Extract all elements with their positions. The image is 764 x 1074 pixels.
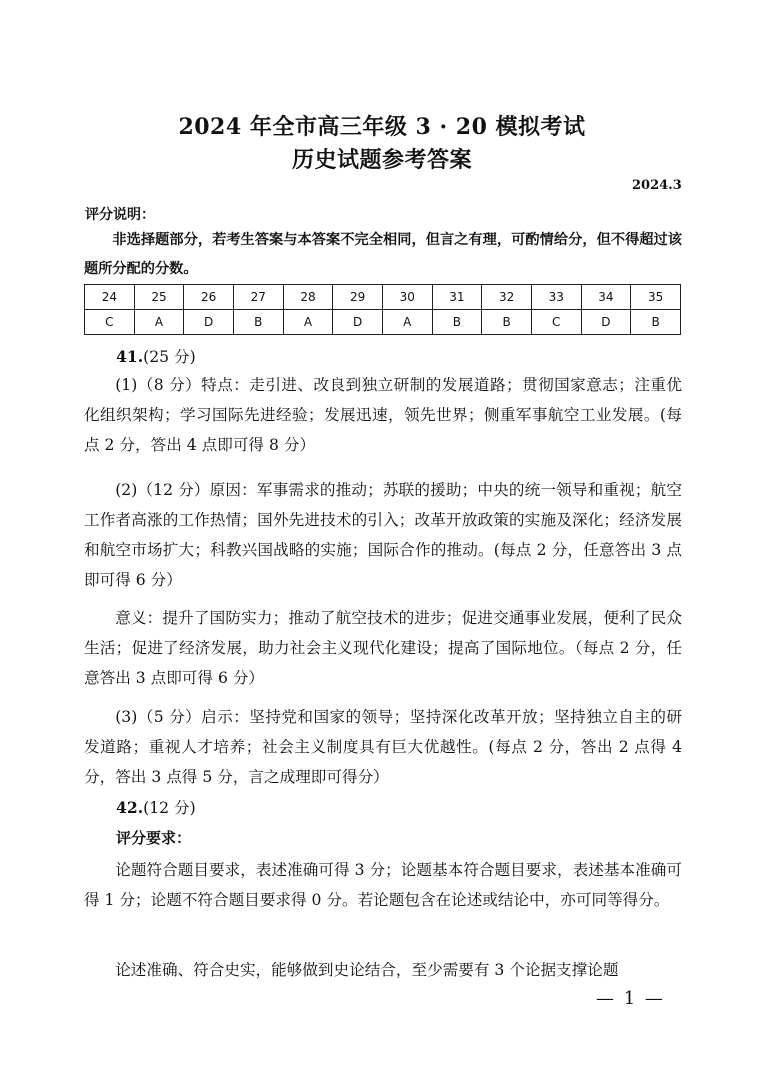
- q41-score: (25 分): [143, 348, 196, 366]
- question-number-cell: 31: [432, 285, 482, 310]
- q42-requirements-heading: 评分要求：: [116, 829, 192, 847]
- question-number-cell: 27: [233, 285, 283, 310]
- question-number-cell: 29: [333, 285, 383, 310]
- q41-part3: (3)（5 分）启示：坚持党和国家的领导；坚持深化改革开放；坚持独立自主的研发道路；重视人才培养；社会主义制度具有巨大优越性。(每点 2 分，答出 2 点得 4 分，答出 3 点得 5 分，言之成理即可得分）: [84, 708, 682, 786]
- answer-cell: D: [581, 310, 631, 335]
- q42-score: (12 分): [143, 799, 196, 817]
- q41-heading: [116, 345, 196, 367]
- answer-table: [84, 284, 681, 335]
- answer-cell: B: [631, 310, 681, 335]
- question-number-cell: 26: [184, 285, 234, 310]
- exam-title: 2024 年全市高三年级 3 · 20 模拟考试: [178, 114, 586, 140]
- q41-label: 41.: [116, 347, 144, 366]
- exam-date: 2024.3: [632, 178, 682, 193]
- answer-cell: A: [134, 310, 184, 335]
- q42-label: 42.: [116, 798, 144, 817]
- page-number: — 1 —: [596, 988, 665, 1009]
- q41-part2: (2)（12 分）原因：军事需求的推动；苏联的援助；中央的统一领导和重视；航空工作者高涨的工作热情；国外先进技术的引入；改革开放政策的实施及深化；经济发展和航空市场扩大；科教兴国战略的实施；国际合作的推动。(每点 2 分，任意答出 3 点即可得 6 分）: [84, 481, 682, 589]
- answer-cell: D: [184, 310, 234, 335]
- question-number-cell: 30: [382, 285, 432, 310]
- answer-cell: A: [283, 310, 333, 335]
- answer-cell: A: [382, 310, 432, 335]
- answer-cell: B: [233, 310, 283, 335]
- answer-cell: B: [482, 310, 532, 335]
- answer-cell: B: [432, 310, 482, 335]
- q42-heading: [116, 796, 196, 818]
- question-number-cell: 28: [283, 285, 333, 310]
- question-number-cell: 24: [85, 285, 135, 310]
- answer-table-numbers-row: [85, 285, 681, 310]
- question-number-cell: 25: [134, 285, 184, 310]
- q41-part2-significance: 意义：提升了国防实力；推动了航空技术的进步；促进交通事业发展，便利了民众生活；促进了经济发展，助力社会主义现代化建设；提高了国际地位。（每点 2 分，任意答出 3 点即可得 6 分）: [84, 609, 682, 687]
- answer-cell: C: [531, 310, 581, 335]
- answer-cell: C: [85, 310, 135, 335]
- question-number-cell: 34: [581, 285, 631, 310]
- question-number-cell: 32: [482, 285, 532, 310]
- scoring-note-body: 非选择题部分，若考生答案与本答案不完全相同，但言之有理，可酌情给分，但不得超过该题所分配的分数。: [84, 232, 682, 277]
- q42-req1: 论题符合题目要求，表述准确可得 3 分；论题基本符合题目要求，表述基本准确可得 1 分；论题不符合题目要求得 0 分。若论题包含在论述或结论中，亦可同等得分。: [84, 861, 682, 909]
- question-number-cell: 33: [531, 285, 581, 310]
- scoring-note-heading: 评分说明：: [85, 207, 155, 223]
- question-number-cell: 35: [631, 285, 681, 310]
- answer-key-title: 历史试题参考答案: [291, 147, 472, 173]
- q42-req2: 论述准确、符合史实，能够做到史论结合，至少需要有 3 个论据支撑论题: [115, 961, 619, 979]
- answer-cell: D: [333, 310, 383, 335]
- q41-part1: (1)（8 分）特点：走引进、改良到独立研制的发展道路；贯彻国家意志；注重优化组织架构；学习国际先进经验；发展迅速，领先世界；侧重军事航空工业发展。(每点 2 分，答出 4 点即可得 8 分）: [84, 376, 682, 454]
- answer-table-answers-row: [85, 310, 681, 335]
